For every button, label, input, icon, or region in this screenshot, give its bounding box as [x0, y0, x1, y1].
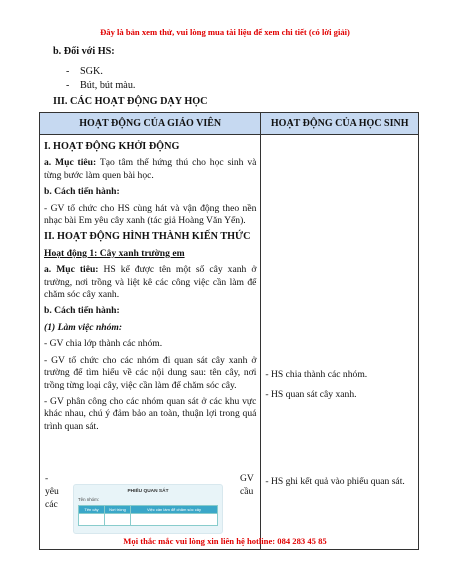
group-work-title: (1) Làm việc nhóm: — [44, 321, 123, 333]
worksheet-cell — [131, 514, 218, 526]
partial-text: các — [45, 499, 58, 510]
activity-procedure-label: b. Cách tiến hành: — [44, 305, 120, 317]
section-heading-activities: III. CÁC HOẠT ĐỘNG DẠY HỌC — [53, 96, 208, 107]
worksheet-cell — [79, 514, 105, 526]
activity-1-title: Hoạt động 1: Cây xanh trường em — [44, 247, 185, 259]
hotline-footer: Mọi thắc mắc vui lòng xin liên hệ hotline: 084 283 45 85 — [123, 536, 327, 546]
preview-banner: Đây là bản xem thử, vui lòng mua tài liệu để xem chi tiết (có lời giải) — [100, 27, 350, 37]
worksheet-header: Tên cây — [79, 506, 105, 514]
worksheet-header: Việc cần làm để chăm sóc cây — [131, 506, 218, 514]
teacher-step: - GV tổ chức cho các nhóm đi quan sát cây xanh ở trường để tìm hiểu về các nội dung sau: tên cây, nơi trồng từng loại cây, việc cần làm để chăm sóc cây. — [44, 354, 257, 391]
worksheet-cell — [105, 514, 131, 526]
list-bullet: - — [66, 80, 70, 91]
partial-text: cầu — [240, 486, 254, 497]
partial-text: GV — [240, 473, 254, 484]
student-step: - HS quan sát cây xanh. — [265, 389, 357, 400]
student-column-header: HOẠT ĐỘNG CỦA HỌC SINH — [261, 113, 419, 135]
student-step: - HS chia thành các nhóm. — [265, 369, 368, 380]
warmup-goal: a. Mục tiêu: Tạo tâm thế hứng thú cho học sinh và từng bước làm quen bài học. — [44, 157, 257, 181]
partial-text: yêu — [45, 486, 59, 497]
warmup-procedure-text: - GV tổ chức cho HS cùng hát và vận động theo nền nhạc bài Em yêu cây xanh (tác giả Hoàng Văn Yến). — [44, 202, 257, 227]
worksheet-header: Nơi trồng — [105, 506, 131, 514]
section-heading-students: b. Đối với HS: — [53, 46, 115, 57]
student-activities-cell — [261, 135, 419, 550]
student-step: - HS ghi kết quả vào phiếu quan sát. — [265, 476, 405, 487]
materials-item: SGK. — [80, 66, 103, 77]
warmup-procedure-label: b. Cách tiến hành: — [44, 186, 120, 198]
list-bullet: - — [66, 66, 70, 77]
teacher-step: - GV chia lớp thành các nhóm. — [44, 338, 163, 350]
worksheet-table — [78, 505, 218, 526]
teacher-column-header: HOẠT ĐỘNG CỦA GIÁO VIÊN — [40, 113, 261, 135]
worksheet-image — [73, 484, 223, 534]
partial-text: - — [45, 473, 49, 484]
worksheet-title: PHIẾU QUAN SÁT — [127, 489, 169, 494]
teacher-step: - GV phân công cho các nhóm quan sát ở các khu vực khác nhau, chú ý đảm bảo an toàn, thuận lợi trong quá trình quan sát. — [44, 395, 257, 432]
activity-goal: a. Mục tiêu: HS kể được tên một số cây xanh ở trường, nơi trồng và liệt kê các công việc cần làm để chăm sóc cây xanh. — [44, 264, 257, 301]
worksheet-group-label: Tên nhóm: — [78, 497, 99, 502]
materials-item: Bút, bút màu. — [80, 80, 136, 91]
warmup-heading: I. HOẠT ĐỘNG KHỞI ĐỘNG — [44, 141, 180, 152]
knowledge-heading: II. HOẠT ĐỘNG HÌNH THÀNH KIẾN THỨC — [44, 231, 251, 243]
